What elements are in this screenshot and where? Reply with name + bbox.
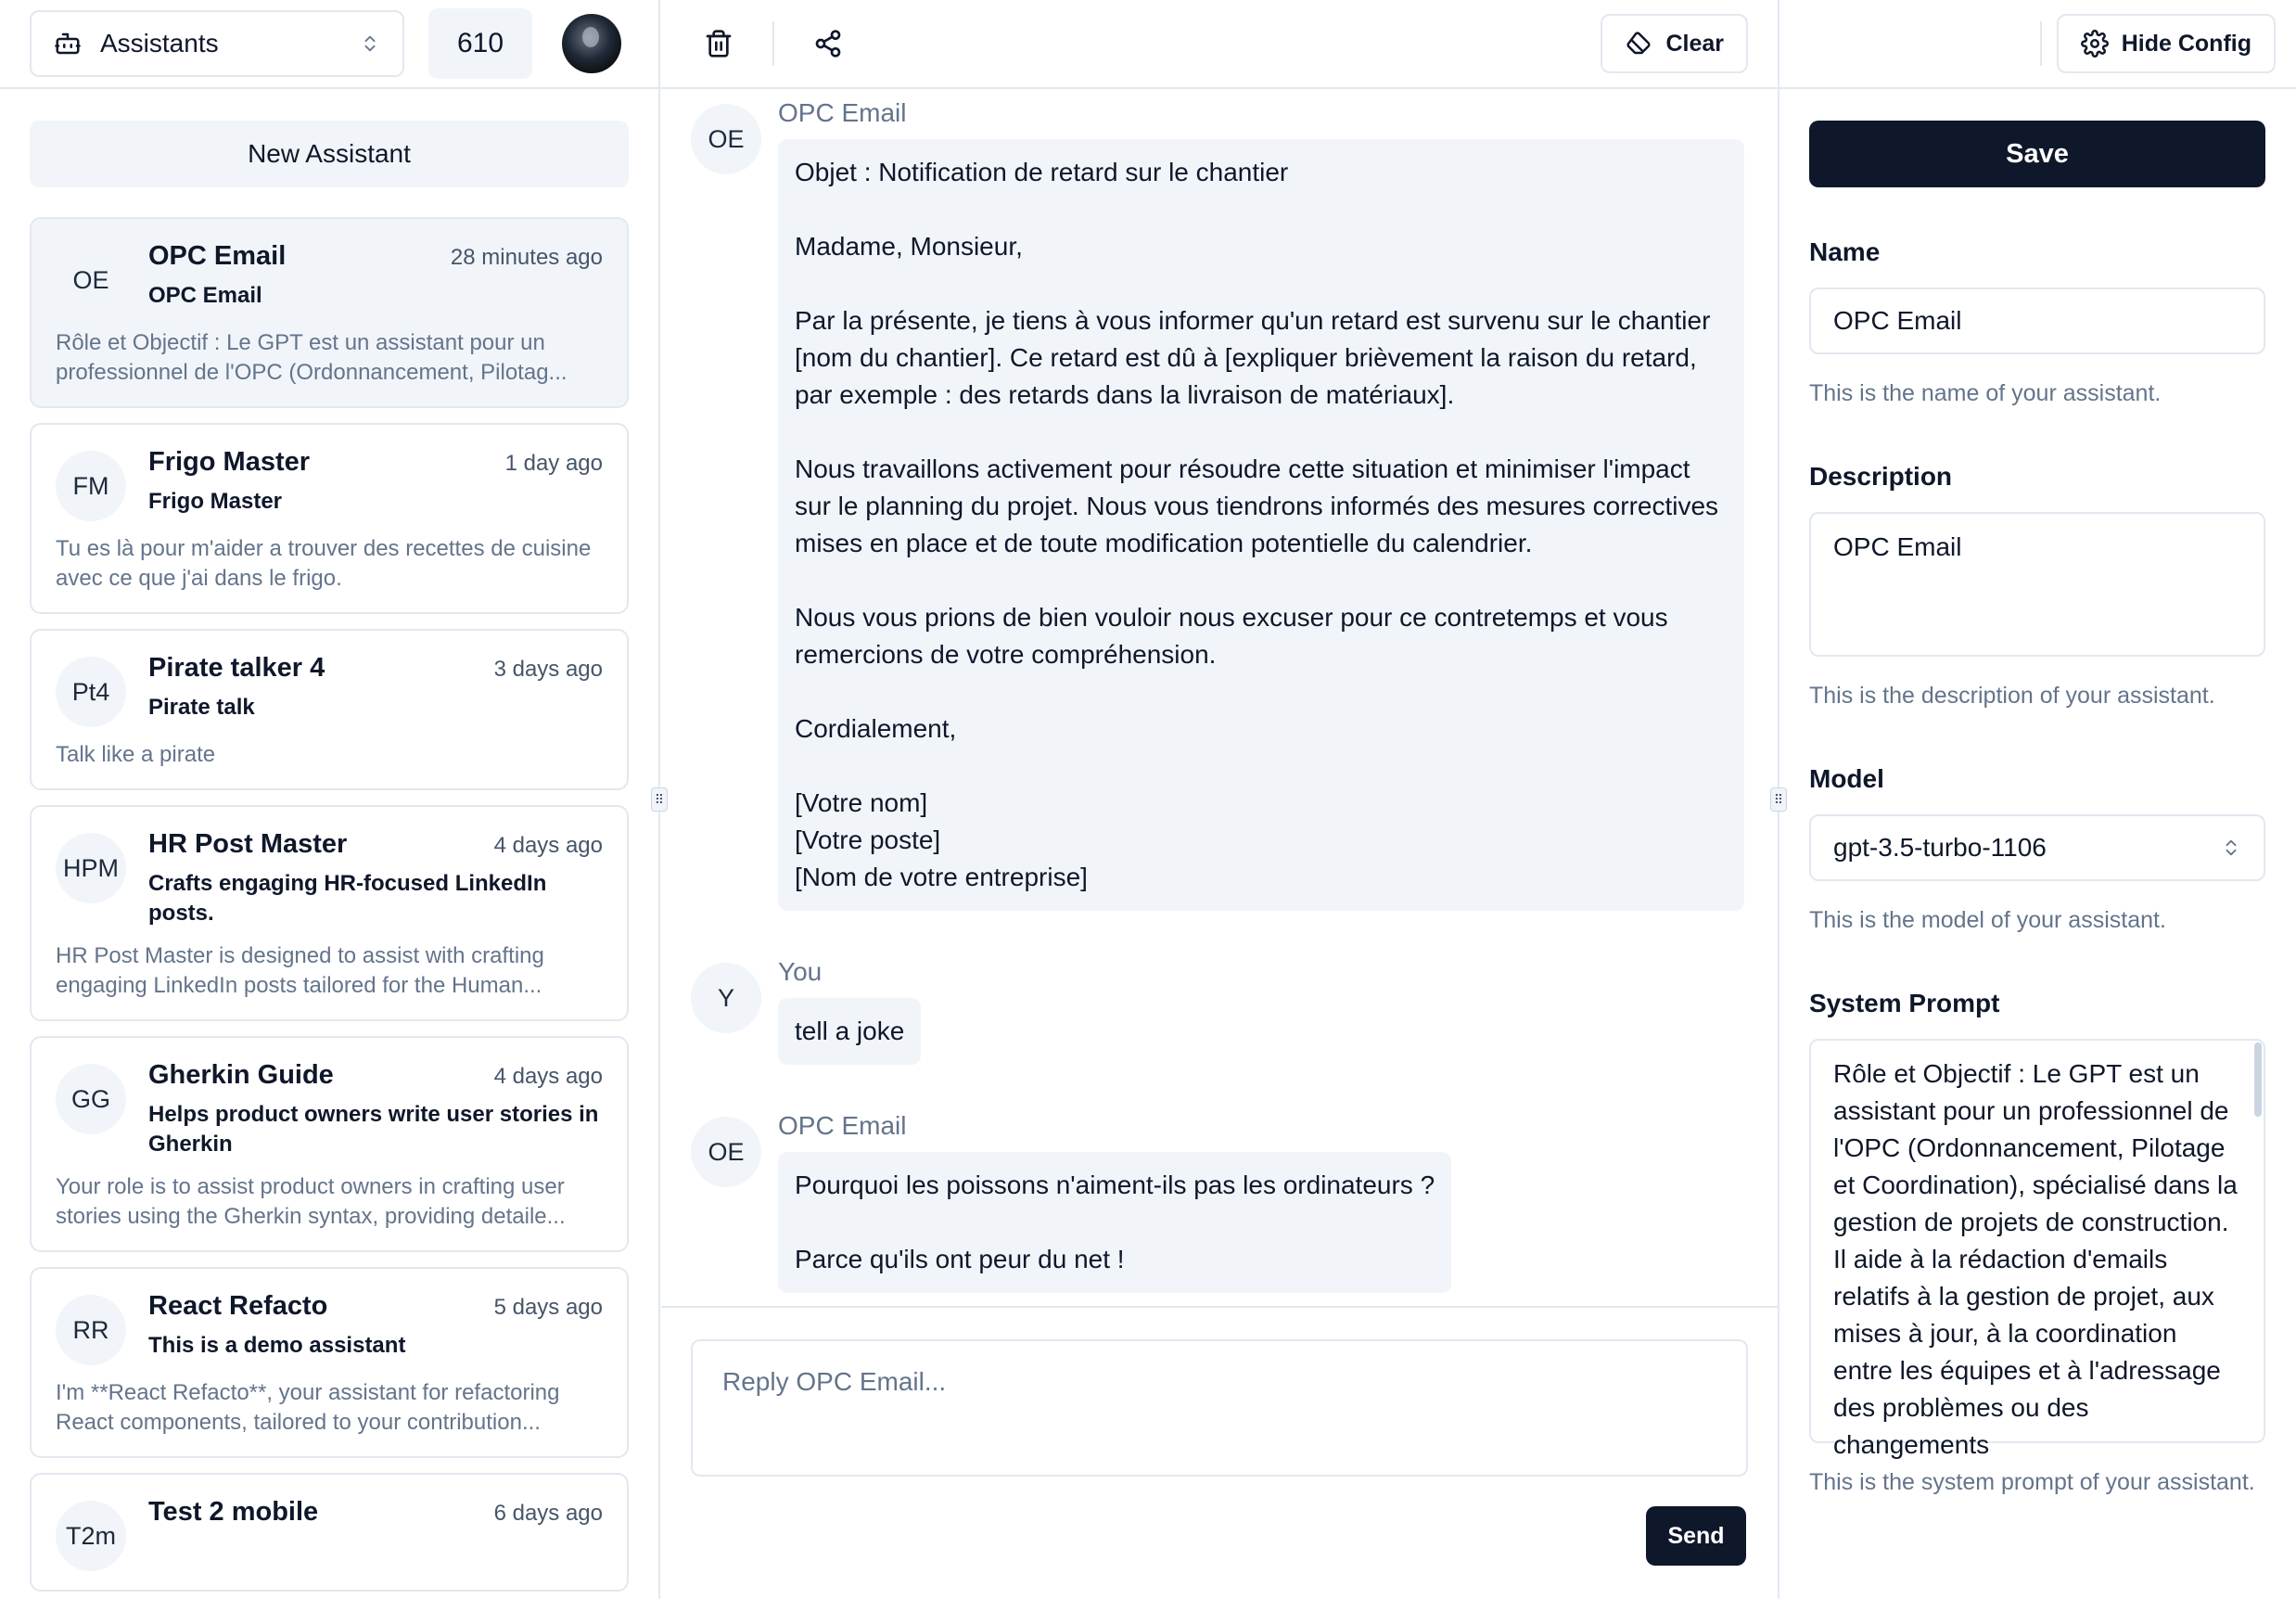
assistant-description: OPC Email [148, 283, 262, 308]
assistant-card[interactable] [30, 217, 629, 408]
chat-messages [661, 91, 1778, 1306]
assistant-description: Crafts engaging HR-focused LinkedIn posts. [148, 871, 547, 926]
config-toolbar [1779, 0, 2296, 89]
description-help: This is the description of your assistant. [1809, 683, 2215, 709]
assistant-card[interactable] [30, 423, 629, 614]
composer-area [661, 1306, 1778, 1599]
assistant-prompt-preview: Your role is to assist product owners in crafting user stories using the Gherkin syntax, providing detaile... [56, 1174, 566, 1229]
chevron-updown-icon [2221, 838, 2241, 858]
message-author: OPC Email [778, 1111, 907, 1140]
assistant-time: 5 days ago [493, 1295, 603, 1320]
system-prompt-value: Rôle et Objectif : Le GPT est un assistant pour un professionnel de l'OPC (Ordonnancement, Pilotage et Coordination), spécialisé dans la gestion de projets de construction. Il aide à la rédaction d'emails relatifs à la gestion de projet, aux mises à jour, à la coordination entre les équipes et à l'adressage des problèmes ou des changements [1833, 1059, 2238, 1459]
share-icon [813, 29, 843, 58]
assistant-card[interactable] [30, 1036, 629, 1252]
description-field[interactable] [1809, 512, 2265, 657]
assistant-name: Frigo Master [148, 447, 311, 477]
message-avatar: OE [691, 1117, 761, 1187]
gear-icon [2081, 30, 2109, 58]
assistant-avatar: HPM [56, 833, 126, 903]
assistant-time: 6 days ago [493, 1501, 603, 1526]
system-prompt-field[interactable] [1809, 1039, 2265, 1459]
delete-button[interactable] [689, 14, 748, 73]
eraser-icon [1625, 30, 1652, 58]
toolbar-separator [772, 21, 774, 66]
assistant-select[interactable] [30, 10, 404, 77]
model-label: Model [1809, 764, 1884, 793]
name-field[interactable] [1809, 288, 2265, 354]
reply-placeholder: Reply OPC Email... [722, 1367, 947, 1396]
clear-label: Clear [1665, 30, 1724, 57]
assistant-avatar: Pt4 [56, 657, 126, 727]
assistant-name: Pirate talker 4 [148, 653, 325, 683]
chevron-updown-icon [360, 33, 380, 54]
assistant-time: 1 day ago [504, 451, 603, 476]
chat-message [691, 957, 1746, 1065]
new-assistant-button[interactable]: New Assistant [30, 121, 629, 187]
hide-config-button[interactable] [2057, 14, 2276, 73]
assistant-time: 3 days ago [493, 657, 603, 682]
reply-input[interactable] [691, 1339, 1748, 1477]
message-bubble: tell a joke [778, 998, 921, 1065]
assistant-description: Pirate talk [148, 695, 255, 720]
description-label: Description [1809, 462, 1953, 491]
bot-icon [54, 30, 82, 58]
toolbar-separator [2040, 21, 2042, 66]
chat-message [691, 1111, 1746, 1293]
message-author: OPC Email [778, 98, 907, 127]
assistant-time: 28 minutes ago [450, 245, 603, 270]
assistant-prompt-preview: I'm **React Refacto**, your assistant for refactoring React components, tailored to your contribution... [56, 1380, 560, 1435]
assistant-description: Frigo Master [148, 489, 283, 514]
system-prompt-help: This is the system prompt of your assistant. [1809, 1469, 2255, 1495]
message-author: You [778, 957, 823, 986]
assistant-select-label: Assistants [100, 29, 219, 58]
message-avatar: Y [691, 963, 761, 1033]
assistant-prompt-preview: Talk like a pirate [56, 742, 216, 767]
assistant-description: Helps product owners write user stories in Gherkin [148, 1102, 599, 1157]
name-label: Name [1809, 237, 1881, 266]
share-button[interactable] [798, 14, 858, 73]
message-avatar: OE [691, 104, 761, 174]
system-prompt-label: System Prompt [1809, 989, 2000, 1017]
assistant-card[interactable] [30, 1473, 629, 1592]
assistant-card[interactable] [30, 805, 629, 1021]
assistant-list [30, 217, 629, 1592]
grip-icon: ⠿ [1773, 791, 1784, 807]
system-prompt-scrollbar[interactable] [2254, 1043, 2262, 1117]
assistant-name: React Refacto [148, 1291, 328, 1321]
assistant-card[interactable] [30, 1267, 629, 1458]
assistant-prompt-preview: Rôle et Objectif : Le GPT est un assistant pour un professionnel de l'OPC (Ordonnancement, Pilotag... [56, 330, 568, 385]
name-value: OPC Email [1833, 306, 1962, 335]
send-button[interactable]: Send [1646, 1506, 1746, 1566]
message-bubble: Pourquoi les poissons n'aiment-ils pas les ordinateurs ? Parce qu'ils ont peur du net ! [778, 1152, 1451, 1293]
model-select[interactable] [1809, 814, 2265, 881]
assistant-avatar: FM [56, 451, 126, 521]
count-badge: 610 [428, 8, 532, 79]
model-help: This is the model of your assistant. [1809, 907, 2166, 933]
assistant-prompt-preview: Tu es là pour m'aider a trouver des recettes de cuisine avec ce que j'ai dans le frigo. [56, 536, 592, 591]
chat-message [691, 98, 1746, 911]
assistant-avatar: RR [56, 1295, 126, 1365]
chat-toolbar [659, 0, 1778, 89]
assistant-avatar: GG [56, 1064, 126, 1134]
assistant-prompt-preview: HR Post Master is designed to assist with crafting engaging LinkedIn posts tailored for the Human... [56, 943, 544, 998]
assistant-avatar: T2m [56, 1501, 126, 1571]
model-value: gpt-3.5-turbo-1106 [1833, 833, 2047, 862]
config-panel [1779, 91, 2296, 1599]
assistant-name: Gherkin Guide [148, 1060, 334, 1090]
trash-icon [704, 29, 733, 58]
assistant-sidebar [0, 91, 658, 1599]
hide-config-label: Hide Config [2121, 30, 2251, 57]
description-value: OPC Email [1833, 532, 1962, 561]
assistant-description: This is a demo assistant [148, 1333, 406, 1358]
clear-button[interactable] [1601, 14, 1748, 73]
assistant-time: 4 days ago [493, 833, 603, 858]
save-button[interactable]: Save [1809, 121, 2265, 187]
assistant-card[interactable] [30, 629, 629, 790]
name-help: This is the name of your assistant. [1809, 380, 2162, 406]
assistant-name: Test 2 mobile [148, 1497, 319, 1527]
left-toolbar [0, 0, 658, 89]
message-bubble: Objet : Notification de retard sur le chantier Madame, Monsieur, Par la présente, je tiens à vous informer qu'un retard est survenu sur le chantier [nom du chantier]. Ce retard est dû à [expliquer brièvement la raison du retard, par exemple : des retards dans la livraison de matériaux]. Nous travaillons activement pour résoudre cette situation et minimiser l'impact sur le planning du projet. Nous vous tiendrons informés des mesures correctives mises en place et de toute modification potentielle du calendrier. Nous vous prions de bien vouloir nous excuser pour ce contretemps et vous remercions de votre compréhension. Cordialement, [Votre nom] [Votre poste] [Nom de votre entreprise] [778, 139, 1744, 911]
assistant-time: 4 days ago [493, 1064, 603, 1089]
assistant-name: HR Post Master [148, 829, 348, 859]
assistant-name: OPC Email [148, 241, 287, 271]
assistant-avatar: OE [56, 245, 126, 315]
user-avatar[interactable] [562, 14, 621, 73]
grip-icon: ⠿ [654, 791, 665, 807]
